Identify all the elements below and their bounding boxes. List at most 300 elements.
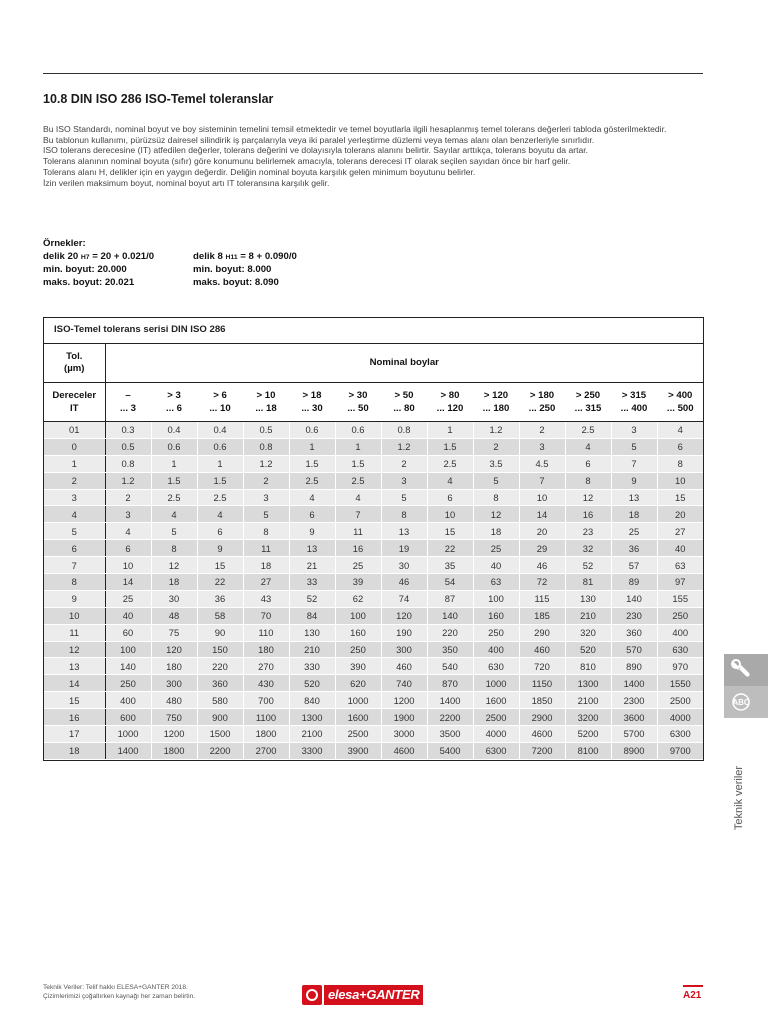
tolerance-cell: 43 xyxy=(243,590,289,607)
tolerance-cell: 100 xyxy=(335,607,381,624)
tolerance-cell: 320 xyxy=(565,624,611,641)
tolerance-cell: 13 xyxy=(289,540,335,557)
tolerance-cell: 0.6 xyxy=(151,438,197,455)
page-number: A21 xyxy=(683,990,702,1001)
tolerance-cell: 8 xyxy=(565,472,611,489)
table-row xyxy=(44,590,703,607)
tolerance-cell: 250 xyxy=(657,607,703,624)
tolerance-cell: 1400 xyxy=(427,692,473,709)
tolerance-cell: 1.5 xyxy=(289,455,335,472)
tolerance-cell: 5200 xyxy=(565,726,611,743)
tolerance-cell: 4600 xyxy=(381,742,427,759)
tolerance-cell: 360 xyxy=(611,624,657,641)
tolerance-cell: 1300 xyxy=(289,709,335,726)
tolerance-cell: 10 xyxy=(657,472,703,489)
tolerance-cell: 740 xyxy=(381,675,427,692)
tolerance-cell: 25 xyxy=(611,523,657,540)
grade-cell: 4 xyxy=(44,506,105,523)
tolerance-cell: 3 xyxy=(243,489,289,506)
tolerance-cell: 10 xyxy=(105,557,151,574)
tolerance-cell: 6 xyxy=(427,489,473,506)
tolerance-table xyxy=(43,317,704,761)
range-header: > 3 ... 6 xyxy=(151,383,197,422)
tolerance-cell: 25 xyxy=(105,590,151,607)
grade-cell: 9 xyxy=(44,590,105,607)
tolerance-cell: 29 xyxy=(519,540,565,557)
tolerance-cell: 810 xyxy=(565,658,611,675)
tolerance-cell: 0.4 xyxy=(197,422,243,439)
tolerance-cell: 2 xyxy=(473,438,519,455)
tolerance-cell: 480 xyxy=(151,692,197,709)
tolerance-cell: 4 xyxy=(197,506,243,523)
tolerance-cell: 89 xyxy=(611,574,657,591)
tolerance-cell: 60 xyxy=(105,624,151,641)
tolerance-cell: 3200 xyxy=(565,709,611,726)
tolerance-cell: 27 xyxy=(657,523,703,540)
page-title: 10.8 DIN ISO 286 ISO-Temel toleranslar xyxy=(43,92,274,106)
tolerance-cell: 1150 xyxy=(519,675,565,692)
tolerance-cell: 750 xyxy=(151,709,197,726)
tolerance-cell: 1 xyxy=(289,438,335,455)
tolerance-cell: 13 xyxy=(381,523,427,540)
tolerance-cell: 1 xyxy=(151,455,197,472)
tolerance-cell: 100 xyxy=(473,590,519,607)
tolerance-cell: 62 xyxy=(335,590,381,607)
grade-cell: 18 xyxy=(44,742,105,759)
tolerance-cell: 1 xyxy=(427,422,473,439)
tolerance-cell: 20 xyxy=(519,523,565,540)
range-header: > 50 ... 80 xyxy=(381,383,427,422)
table-row xyxy=(44,540,703,557)
tolerance-cell: 20 xyxy=(657,506,703,523)
tolerance-cell: 11 xyxy=(243,540,289,557)
tolerance-cell: 5400 xyxy=(427,742,473,759)
tolerance-cell: 870 xyxy=(427,675,473,692)
tolerance-cell: 620 xyxy=(335,675,381,692)
wrench-icon xyxy=(728,658,754,682)
tolerance-cell: 1550 xyxy=(657,675,703,692)
table-row xyxy=(44,455,703,472)
footer-note: Teknik Veriler: Telif hakkı ELESA+GANTER 2018. Çizimlerimizi çoğaltırken kaynağı her zaman belirtin. xyxy=(43,984,196,1000)
tolerance-cell: 1600 xyxy=(473,692,519,709)
tolerance-cell: 180 xyxy=(243,641,289,658)
tolerance-cell: 1.2 xyxy=(473,422,519,439)
tolerance-cell: 40 xyxy=(105,607,151,624)
tolerance-cell: 0.8 xyxy=(243,438,289,455)
range-header: > 120 ... 180 xyxy=(473,383,519,422)
tolerance-cell: 7 xyxy=(519,472,565,489)
section-label: Teknik veriler xyxy=(733,765,745,831)
range-header: > 6 ... 10 xyxy=(197,383,243,422)
tolerance-cell: 2500 xyxy=(335,726,381,743)
tolerance-cell: 4000 xyxy=(473,726,519,743)
nominal-header: Nominal boylar xyxy=(105,344,703,383)
table-row xyxy=(44,489,703,506)
tolerance-cell: 6 xyxy=(657,438,703,455)
brand-logo xyxy=(302,985,423,1005)
tolerance-cell: 40 xyxy=(657,540,703,557)
tolerance-cell: 18 xyxy=(243,557,289,574)
tolerance-cell: 4 xyxy=(565,438,611,455)
tolerance-cell: 120 xyxy=(151,641,197,658)
tolerance-cell: 75 xyxy=(151,624,197,641)
tolerance-cell: 4 xyxy=(427,472,473,489)
range-header: > 10 ... 18 xyxy=(243,383,289,422)
tolerance-cell: 220 xyxy=(427,624,473,641)
tolerance-cell: 2 xyxy=(105,489,151,506)
tolerance-cell: 330 xyxy=(289,658,335,675)
tolerance-cell: 8 xyxy=(151,540,197,557)
tolerance-cell: 1.2 xyxy=(381,438,427,455)
grade-cell: 11 xyxy=(44,624,105,641)
grade-cell: 3 xyxy=(44,489,105,506)
tolerance-cell: 11 xyxy=(335,523,381,540)
tolerance-cell: 18 xyxy=(151,574,197,591)
tolerance-cell: 18 xyxy=(611,506,657,523)
tolerance-cell: 32 xyxy=(565,540,611,557)
tolerance-cell: 9700 xyxy=(657,742,703,759)
example-left-max: maks. boyut: 20.021 xyxy=(43,276,135,288)
tolerance-cell: 46 xyxy=(381,574,427,591)
tolerance-cell: 3300 xyxy=(289,742,335,759)
tolerance-cell: 230 xyxy=(611,607,657,624)
tolerance-cell: 3500 xyxy=(427,726,473,743)
tolerance-cell: 155 xyxy=(657,590,703,607)
grade-cell: 01 xyxy=(44,422,105,439)
tolerance-cell: 52 xyxy=(289,590,335,607)
tolerance-cell: 9 xyxy=(289,523,335,540)
tolerance-cell: 0.8 xyxy=(105,455,151,472)
table-row xyxy=(44,726,703,743)
tolerance-cell: 1400 xyxy=(611,675,657,692)
example-right-formula: delik 8 H11 = 8 + 0.090/0 xyxy=(193,250,297,262)
table-row xyxy=(44,607,703,624)
tolerance-cell: 270 xyxy=(243,658,289,675)
tolerance-cell: 970 xyxy=(657,658,703,675)
tolerance-cell: 4 xyxy=(105,523,151,540)
tolerance-cell: 110 xyxy=(243,624,289,641)
tolerance-cell: 14 xyxy=(519,506,565,523)
tolerance-cell: 1000 xyxy=(105,726,151,743)
tolerance-cell: 33 xyxy=(289,574,335,591)
grade-cell: 2 xyxy=(44,472,105,489)
tolerance-cell: 2.5 xyxy=(427,455,473,472)
tolerance-cell: 2.5 xyxy=(151,489,197,506)
tolerance-cell: 140 xyxy=(611,590,657,607)
tolerance-cell: 7 xyxy=(335,506,381,523)
tolerance-cell: 570 xyxy=(611,641,657,658)
tolerance-cell: 540 xyxy=(427,658,473,675)
tolerance-cell: 1.2 xyxy=(243,455,289,472)
table-row xyxy=(44,709,703,726)
tolerance-cell: 4 xyxy=(289,489,335,506)
page-number-rule xyxy=(683,985,703,987)
example-right-max: maks. boyut: 8.090 xyxy=(193,276,279,288)
tolerance-cell: 2700 xyxy=(243,742,289,759)
tolerance-cell: 63 xyxy=(657,557,703,574)
tolerance-cell: 190 xyxy=(381,624,427,641)
tolerance-cell: 1800 xyxy=(243,726,289,743)
table-row xyxy=(44,506,703,523)
intro-paragraph: Bu ISO Standardı, nominal boyut ve boy sisteminin temelini temsil etmektedir ve temel boyutlarla ilgili hesaplanmış temel tolerans değerleri tabloda gösterilmektedir. xyxy=(43,124,667,134)
tolerance-cell: 300 xyxy=(151,675,197,692)
tolerance-cell: 35 xyxy=(427,557,473,574)
tolerance-cell: 3 xyxy=(519,438,565,455)
tolerance-cell: 300 xyxy=(381,641,427,658)
tolerance-cell: 250 xyxy=(335,641,381,658)
tolerance-cell: 400 xyxy=(105,692,151,709)
tolerance-cell: 2500 xyxy=(473,709,519,726)
tolerance-cell: 210 xyxy=(565,607,611,624)
tolerance-cell: 580 xyxy=(197,692,243,709)
tolerance-cell: 30 xyxy=(381,557,427,574)
tolerance-cell: 8 xyxy=(473,489,519,506)
tolerance-cell: 520 xyxy=(289,675,335,692)
tolerance-cell: 460 xyxy=(381,658,427,675)
tolerance-cell: 36 xyxy=(197,590,243,607)
intro-text xyxy=(43,124,705,188)
tolerance-cell: 1.5 xyxy=(151,472,197,489)
tolerance-cell: 2100 xyxy=(565,692,611,709)
grade-cell: 5 xyxy=(44,523,105,540)
tolerance-cell: 8 xyxy=(381,506,427,523)
tolerance-cell: 150 xyxy=(197,641,243,658)
tolerance-cell: 3.5 xyxy=(473,455,519,472)
tolerance-cell: 7200 xyxy=(519,742,565,759)
tolerance-cell: 2100 xyxy=(289,726,335,743)
tolerance-cell: 720 xyxy=(519,658,565,675)
tolerance-cell: 2 xyxy=(519,422,565,439)
intro-paragraph: Bu tablonun kullanımı, pürüzsüz dairesel silindirik iş parçalarıyla veya iki paralel yerleştirme düzlemi veya temas alanı olan benzerleriyle sınırlıdır. xyxy=(43,134,595,145)
tolerance-cell: 460 xyxy=(519,641,565,658)
grade-cell: 7 xyxy=(44,557,105,574)
tolerance-cell: 160 xyxy=(473,607,519,624)
range-header: > 80 ... 120 xyxy=(427,383,473,422)
intro-paragraph: ISO tolerans derecesine (IT) atfedilen değerler, tolerans değerini ve dolayısıyla tolerans alanını belirtir. Sayılar arttıkça, tolerans boyutu da artar. xyxy=(43,145,589,156)
tolerance-cell: 1600 xyxy=(335,709,381,726)
tolerance-cell: 8 xyxy=(657,455,703,472)
tolerance-cell: 5700 xyxy=(611,726,657,743)
tolerance-cell: 3000 xyxy=(381,726,427,743)
tolerance-cell: 1.5 xyxy=(427,438,473,455)
tolerance-cell: 6300 xyxy=(657,726,703,743)
tolerance-cell: 840 xyxy=(289,692,335,709)
tolerance-cell: 2200 xyxy=(427,709,473,726)
tolerance-cell: 115 xyxy=(519,590,565,607)
tolerance-cell: 97 xyxy=(657,574,703,591)
tolerance-cell: 9 xyxy=(197,540,243,557)
example-left-min: min. boyut: 20.000 xyxy=(43,264,127,276)
tolerance-cell: 15 xyxy=(197,557,243,574)
logo-mark-icon xyxy=(302,985,322,1005)
tolerance-cell: 350 xyxy=(427,641,473,658)
grade-cell: 14 xyxy=(44,675,105,692)
tolerance-cell: 220 xyxy=(197,658,243,675)
example-right-min: min. boyut: 8.000 xyxy=(193,264,272,276)
tolerance-cell: 630 xyxy=(657,641,703,658)
tolerance-cell: 6 xyxy=(105,540,151,557)
tolerance-cell: 2.5 xyxy=(197,489,243,506)
tolerance-cell: 2900 xyxy=(519,709,565,726)
tolerance-cell: 12 xyxy=(151,557,197,574)
tolerance-cell: 1.5 xyxy=(335,455,381,472)
tolerance-cell: 4600 xyxy=(519,726,565,743)
tolerance-cell: 890 xyxy=(611,658,657,675)
tolerance-cell: 520 xyxy=(565,641,611,658)
tolerance-cell: 25 xyxy=(335,557,381,574)
tolerance-cell: 1.2 xyxy=(105,472,151,489)
tol-header: Tol. (µm) xyxy=(44,344,105,383)
tolerance-cell: 120 xyxy=(381,607,427,624)
tolerance-cell: 74 xyxy=(381,590,427,607)
tolerance-cell: 16 xyxy=(565,506,611,523)
tolerance-cell: 2 xyxy=(243,472,289,489)
tolerance-cell: 5 xyxy=(151,523,197,540)
tolerance-cell: 13 xyxy=(611,489,657,506)
tolerance-cell: 4 xyxy=(657,422,703,439)
table-row xyxy=(44,523,703,540)
tolerance-cell: 87 xyxy=(427,590,473,607)
tolerance-cell: 18 xyxy=(473,523,519,540)
tolerance-cell: 130 xyxy=(289,624,335,641)
table-row xyxy=(44,742,703,759)
tolerance-grid xyxy=(44,344,703,760)
grade-cell: 12 xyxy=(44,641,105,658)
tolerance-cell: 185 xyxy=(519,607,565,624)
tolerance-cell: 630 xyxy=(473,658,519,675)
intro-paragraph: İzin verilen maksimum boyut, nominal boyut artı IT toleransına karşılık gelir. xyxy=(43,177,330,188)
grade-cell: 16 xyxy=(44,709,105,726)
tolerance-cell: 4.5 xyxy=(519,455,565,472)
table-row xyxy=(44,438,703,455)
tolerance-cell: 3 xyxy=(381,472,427,489)
tolerance-cell: 250 xyxy=(473,624,519,641)
tolerance-cell: 5 xyxy=(611,438,657,455)
tolerance-cell: 25 xyxy=(473,540,519,557)
tolerance-cell: 90 xyxy=(197,624,243,641)
tolerance-cell: 3900 xyxy=(335,742,381,759)
tolerance-cell: 1500 xyxy=(197,726,243,743)
tolerance-cell: 57 xyxy=(611,557,657,574)
grade-cell: 17 xyxy=(44,726,105,743)
grade-header: Dereceler IT xyxy=(44,383,105,422)
examples-heading: Örnekler: xyxy=(43,238,86,249)
tolerance-cell: 1 xyxy=(335,438,381,455)
tolerance-cell: 3 xyxy=(611,422,657,439)
grade-cell: 1 xyxy=(44,455,105,472)
tolerance-cell: 180 xyxy=(151,658,197,675)
range-header: > 30 ... 50 xyxy=(335,383,381,422)
tolerance-cell: 58 xyxy=(197,607,243,624)
tolerance-cell: 1400 xyxy=(105,742,151,759)
tolerance-cell: 130 xyxy=(565,590,611,607)
tolerance-cell: 0.5 xyxy=(243,422,289,439)
tolerance-cell: 54 xyxy=(427,574,473,591)
tolerance-cell: 9 xyxy=(611,472,657,489)
tolerance-cell: 46 xyxy=(519,557,565,574)
tolerance-cell: 19 xyxy=(381,540,427,557)
svg-text:ABC: ABC xyxy=(732,698,750,707)
tolerance-cell: 1 xyxy=(197,455,243,472)
tolerance-cell: 22 xyxy=(427,540,473,557)
tolerance-cell: 900 xyxy=(197,709,243,726)
tolerance-cell: 72 xyxy=(519,574,565,591)
table-row xyxy=(44,624,703,641)
top-rule xyxy=(43,73,703,74)
tolerance-cell: 16 xyxy=(335,540,381,557)
tolerance-cell: 0.4 xyxy=(151,422,197,439)
abc-info-icon xyxy=(728,690,754,714)
tolerance-cell: 6 xyxy=(565,455,611,472)
tolerance-cell: 430 xyxy=(243,675,289,692)
tolerance-cell: 22 xyxy=(197,574,243,591)
range-header: > 180 ... 250 xyxy=(519,383,565,422)
range-header: > 315 ... 400 xyxy=(611,383,657,422)
tolerance-cell: 3 xyxy=(105,506,151,523)
tolerance-cell: 81 xyxy=(565,574,611,591)
range-header: > 18 ... 30 xyxy=(289,383,335,422)
tolerance-cell: 1000 xyxy=(335,692,381,709)
tolerance-cell: 100 xyxy=(105,641,151,658)
tolerance-cell: 15 xyxy=(657,489,703,506)
tolerance-cell: 1300 xyxy=(565,675,611,692)
tolerance-cell: 40 xyxy=(473,557,519,574)
tolerance-cell: 0.8 xyxy=(381,422,427,439)
tolerance-cell: 160 xyxy=(335,624,381,641)
tolerance-cell: 1800 xyxy=(151,742,197,759)
tolerance-cell: 2200 xyxy=(197,742,243,759)
tolerance-cell: 14 xyxy=(105,574,151,591)
tolerance-cell: 63 xyxy=(473,574,519,591)
tolerance-cell: 8100 xyxy=(565,742,611,759)
tolerance-cell: 5 xyxy=(243,506,289,523)
tolerance-cell: 1.5 xyxy=(197,472,243,489)
tolerance-cell: 1000 xyxy=(473,675,519,692)
tolerance-cell: 700 xyxy=(243,692,289,709)
tolerance-cell: 210 xyxy=(289,641,335,658)
table-row xyxy=(44,641,703,658)
table-row xyxy=(44,472,703,489)
tolerance-cell: 70 xyxy=(243,607,289,624)
tolerance-cell: 2 xyxy=(381,455,427,472)
tolerance-cell: 48 xyxy=(151,607,197,624)
grade-cell: 6 xyxy=(44,540,105,557)
range-header: > 400 ... 500 xyxy=(657,383,703,422)
range-header: – ... 3 xyxy=(105,383,151,422)
tolerance-cell: 360 xyxy=(197,675,243,692)
tolerance-cell: 10 xyxy=(427,506,473,523)
table-row xyxy=(44,574,703,591)
intro-paragraph: Tolerans alanının nominal boyuta (sıfır) göre konumunu belirlemek amacıyla, tolerans derecesi IT olarak seçilen sayıdan önce bir harf gelir. xyxy=(43,156,571,167)
tolerance-cell: 6 xyxy=(289,506,335,523)
table-caption: ISO-Temel tolerans serisi DIN ISO 286 xyxy=(44,318,703,344)
table-row xyxy=(44,557,703,574)
tolerance-cell: 1850 xyxy=(519,692,565,709)
tolerance-cell: 30 xyxy=(151,590,197,607)
example-left-formula: delik 20 H7 = 20 + 0.021/0 xyxy=(43,250,155,262)
table-row xyxy=(44,422,703,439)
tolerance-cell: 600 xyxy=(105,709,151,726)
logo-text: elesa+GANTER xyxy=(324,985,423,1005)
tolerance-cell: 5 xyxy=(381,489,427,506)
tolerance-cell: 390 xyxy=(335,658,381,675)
tolerance-cell: 10 xyxy=(519,489,565,506)
tolerance-cell: 290 xyxy=(519,624,565,641)
tolerance-cell: 8 xyxy=(243,523,289,540)
table-row xyxy=(44,675,703,692)
grade-cell: 13 xyxy=(44,658,105,675)
tolerance-cell: 12 xyxy=(565,489,611,506)
